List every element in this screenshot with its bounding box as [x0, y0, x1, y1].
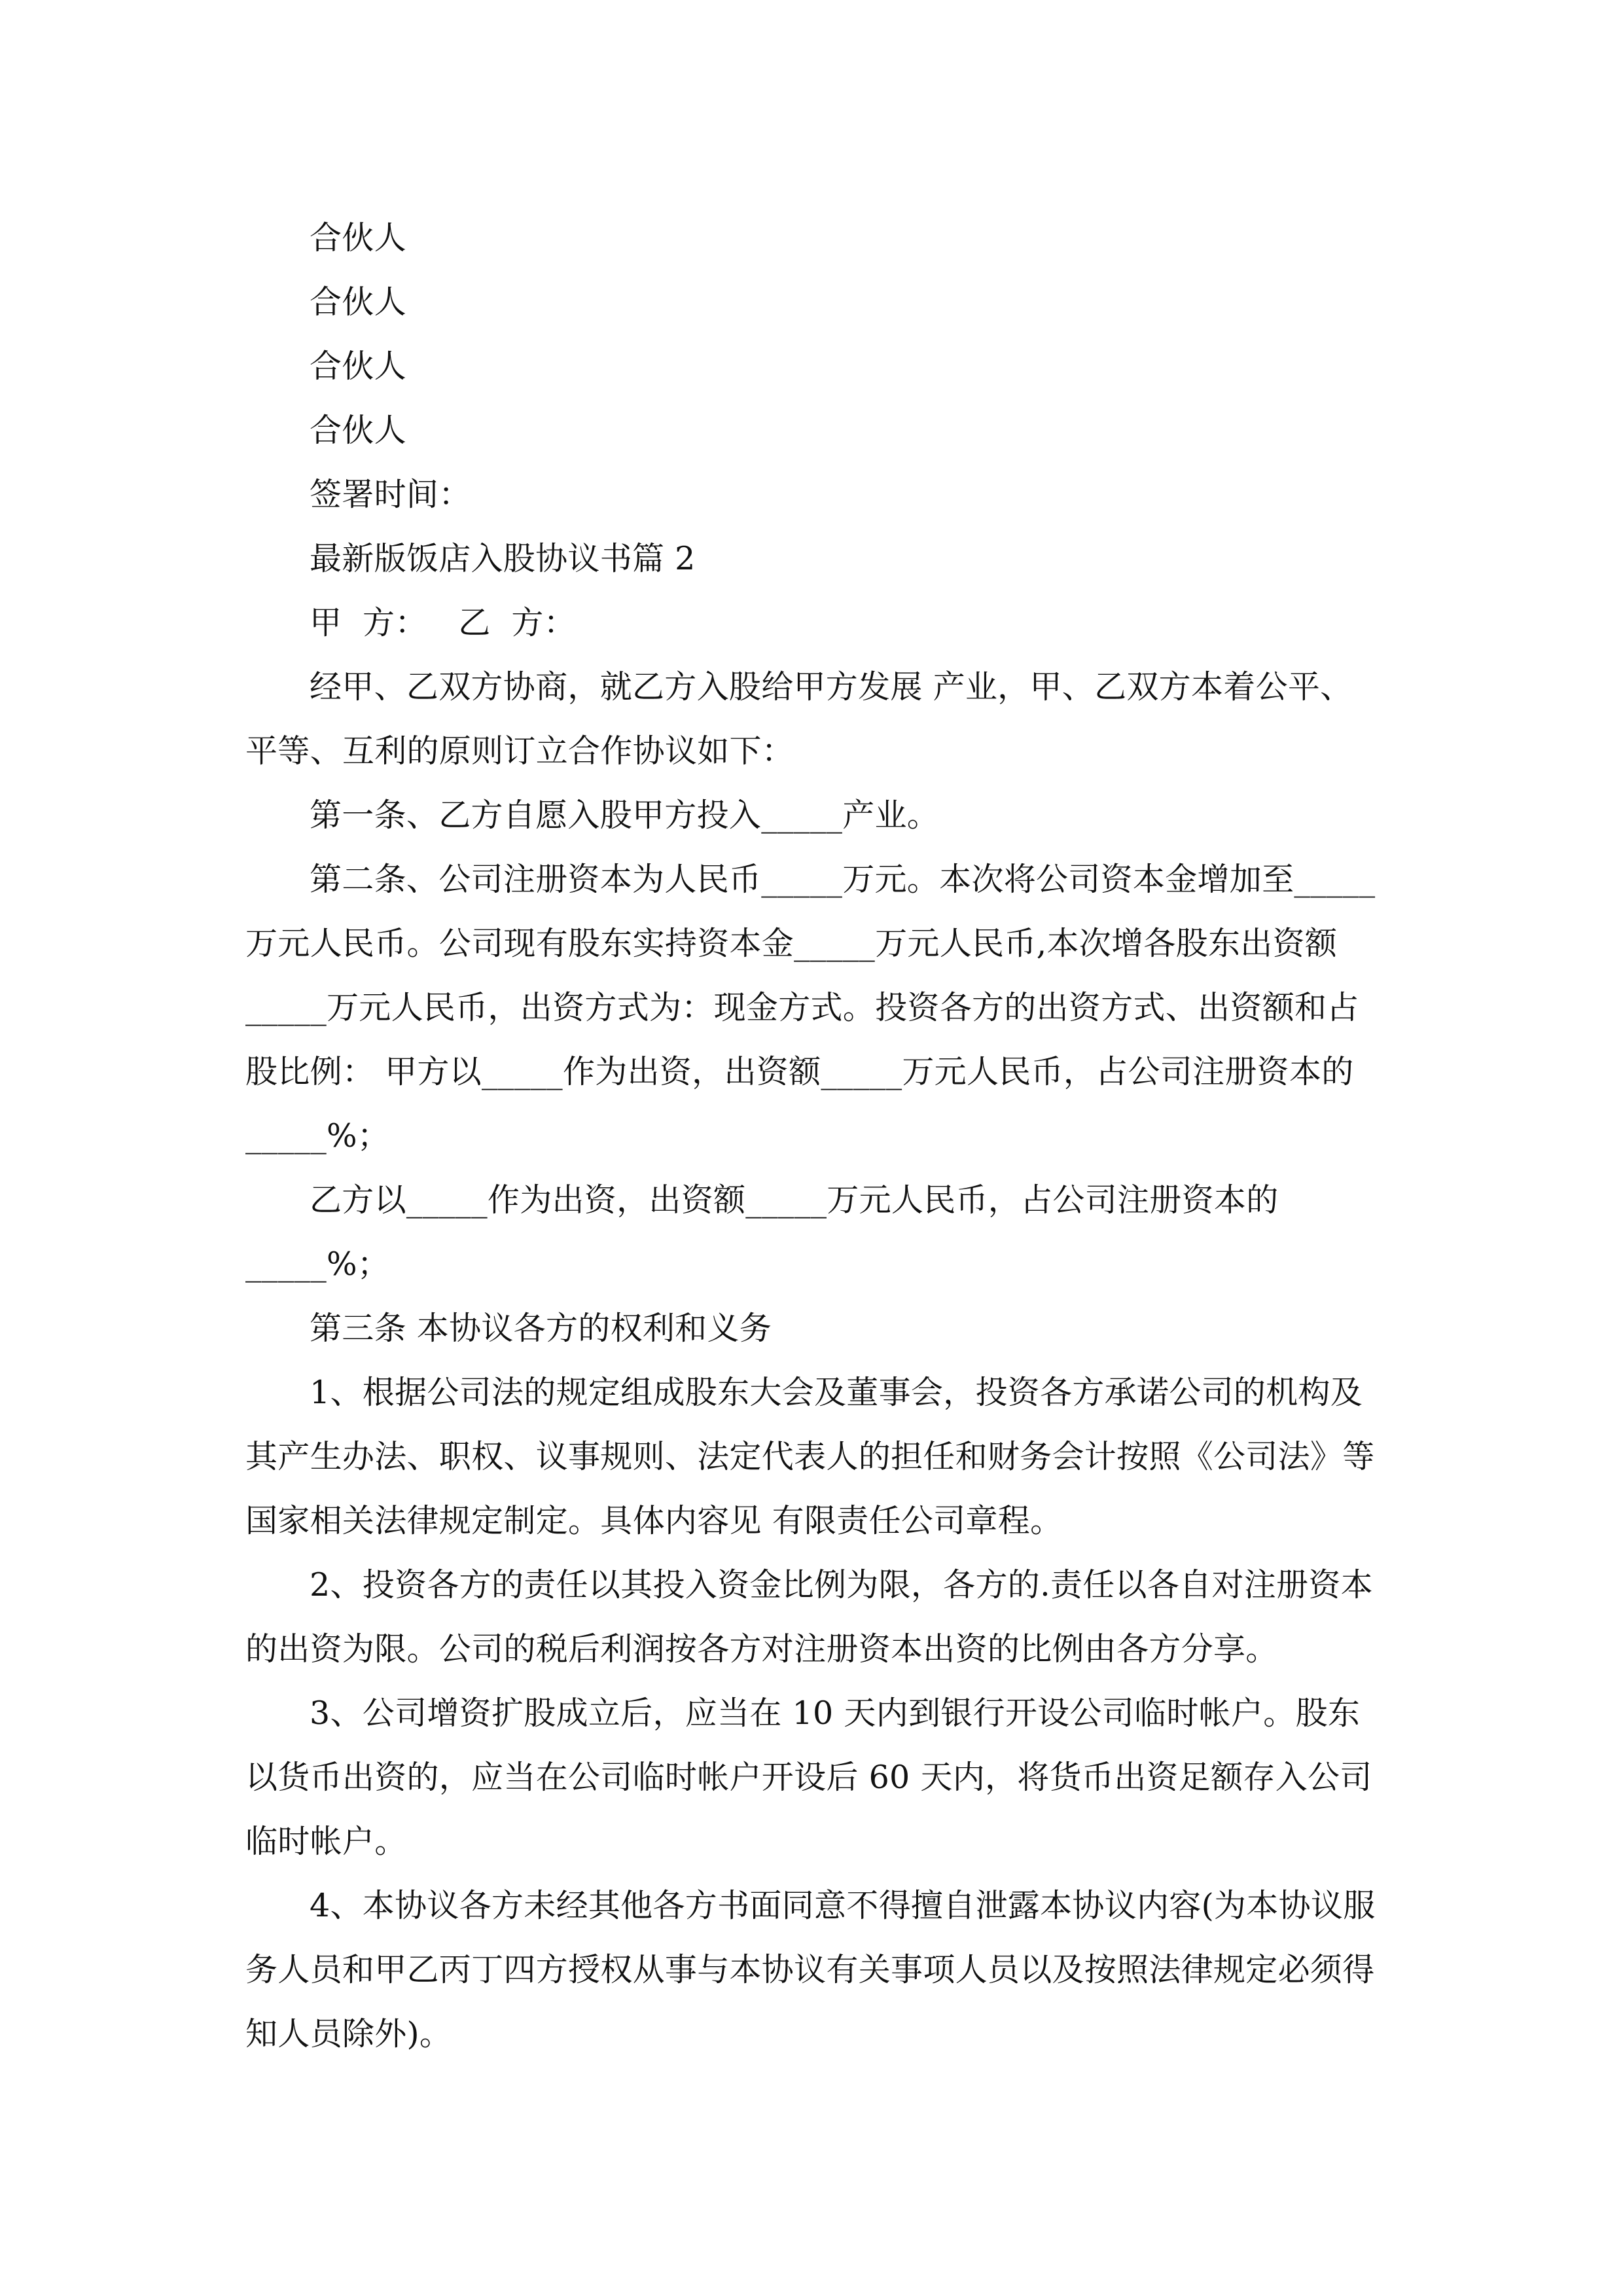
article-3-item-1: 1、根据公司法的规定组成股东大会及董事会，投资各方承诺公司的机构及其产生办法、职权、议事规则、法定代表人的担任和财务会计按照《公司法》等国家相关法律规定制定。具体内容见 有限责任公司章程。 — [245, 1374, 1375, 1539]
partner-signature-line: 合伙人 — [310, 219, 406, 257]
article-3-item-4: 4、本协议各方未经其他各方书面同意不得擅自泄露本协议内容(为本协议服务人员和甲乙丙丁四方授权从事与本协议有关事项人员以及按照法律规定必须得知人员除外)。 — [245, 1887, 1376, 2053]
partner-signature-line: 合伙人 — [310, 412, 406, 449]
signing-time: 签署时间： — [310, 476, 471, 513]
article-2-party-b: 乙方以_____作为出资，出资额_____万元人民币，占公司注册资本的_____%； — [245, 1181, 1279, 1283]
parties-line: 甲 方： 乙 方： — [310, 604, 576, 641]
paragraph-intro: 经甲、乙双方协商，就乙方入股给甲方发展 产业，甲、乙双方本着公平、平等、互利的原则订立合作协议如下： — [245, 668, 1353, 770]
article-3-item-3: 3、公司增资扩股成立后，应当在 10 天内到银行开设公司临时帐户。股东以货币出资的，应当在公司临时帐户开设后 60 天内，将货币出资足额存入公司临时帐户。 — [245, 1695, 1372, 1860]
section-title: 最新版饭店入股协议书篇 2 — [310, 540, 696, 577]
document-body — [245, 206, 1381, 2066]
partner-signature-line: 合伙人 — [310, 348, 406, 385]
partner-signature-line: 合伙人 — [310, 283, 406, 321]
article-3-item-2: 2、投资各方的责任以其投入资金比例为限，各方的.责任以各自对注册资本的出资为限。公司的税后利润按各方对注册资本出资的比例由各方分享。 — [245, 1566, 1373, 1668]
article-1: 第一条、乙方自愿入股甲方投入_____产业。 — [310, 797, 940, 834]
article-3-heading: 第三条 本协议各方的权利和义务 — [310, 1310, 772, 1347]
article-2: 第二条、公司注册资本为人民币_____万元。本次将公司资本金增加至_____万元人民币。公司现有股东实持资本金_____万元人民币,本次增各股东出资额_____万元人民币，出资方式为：现金方式。投资各方的出资方式、出资额和占股比例： 甲方以_____作为出资，出资额_____万元人民币，占公司注册资本的_____%； — [245, 861, 1376, 1155]
